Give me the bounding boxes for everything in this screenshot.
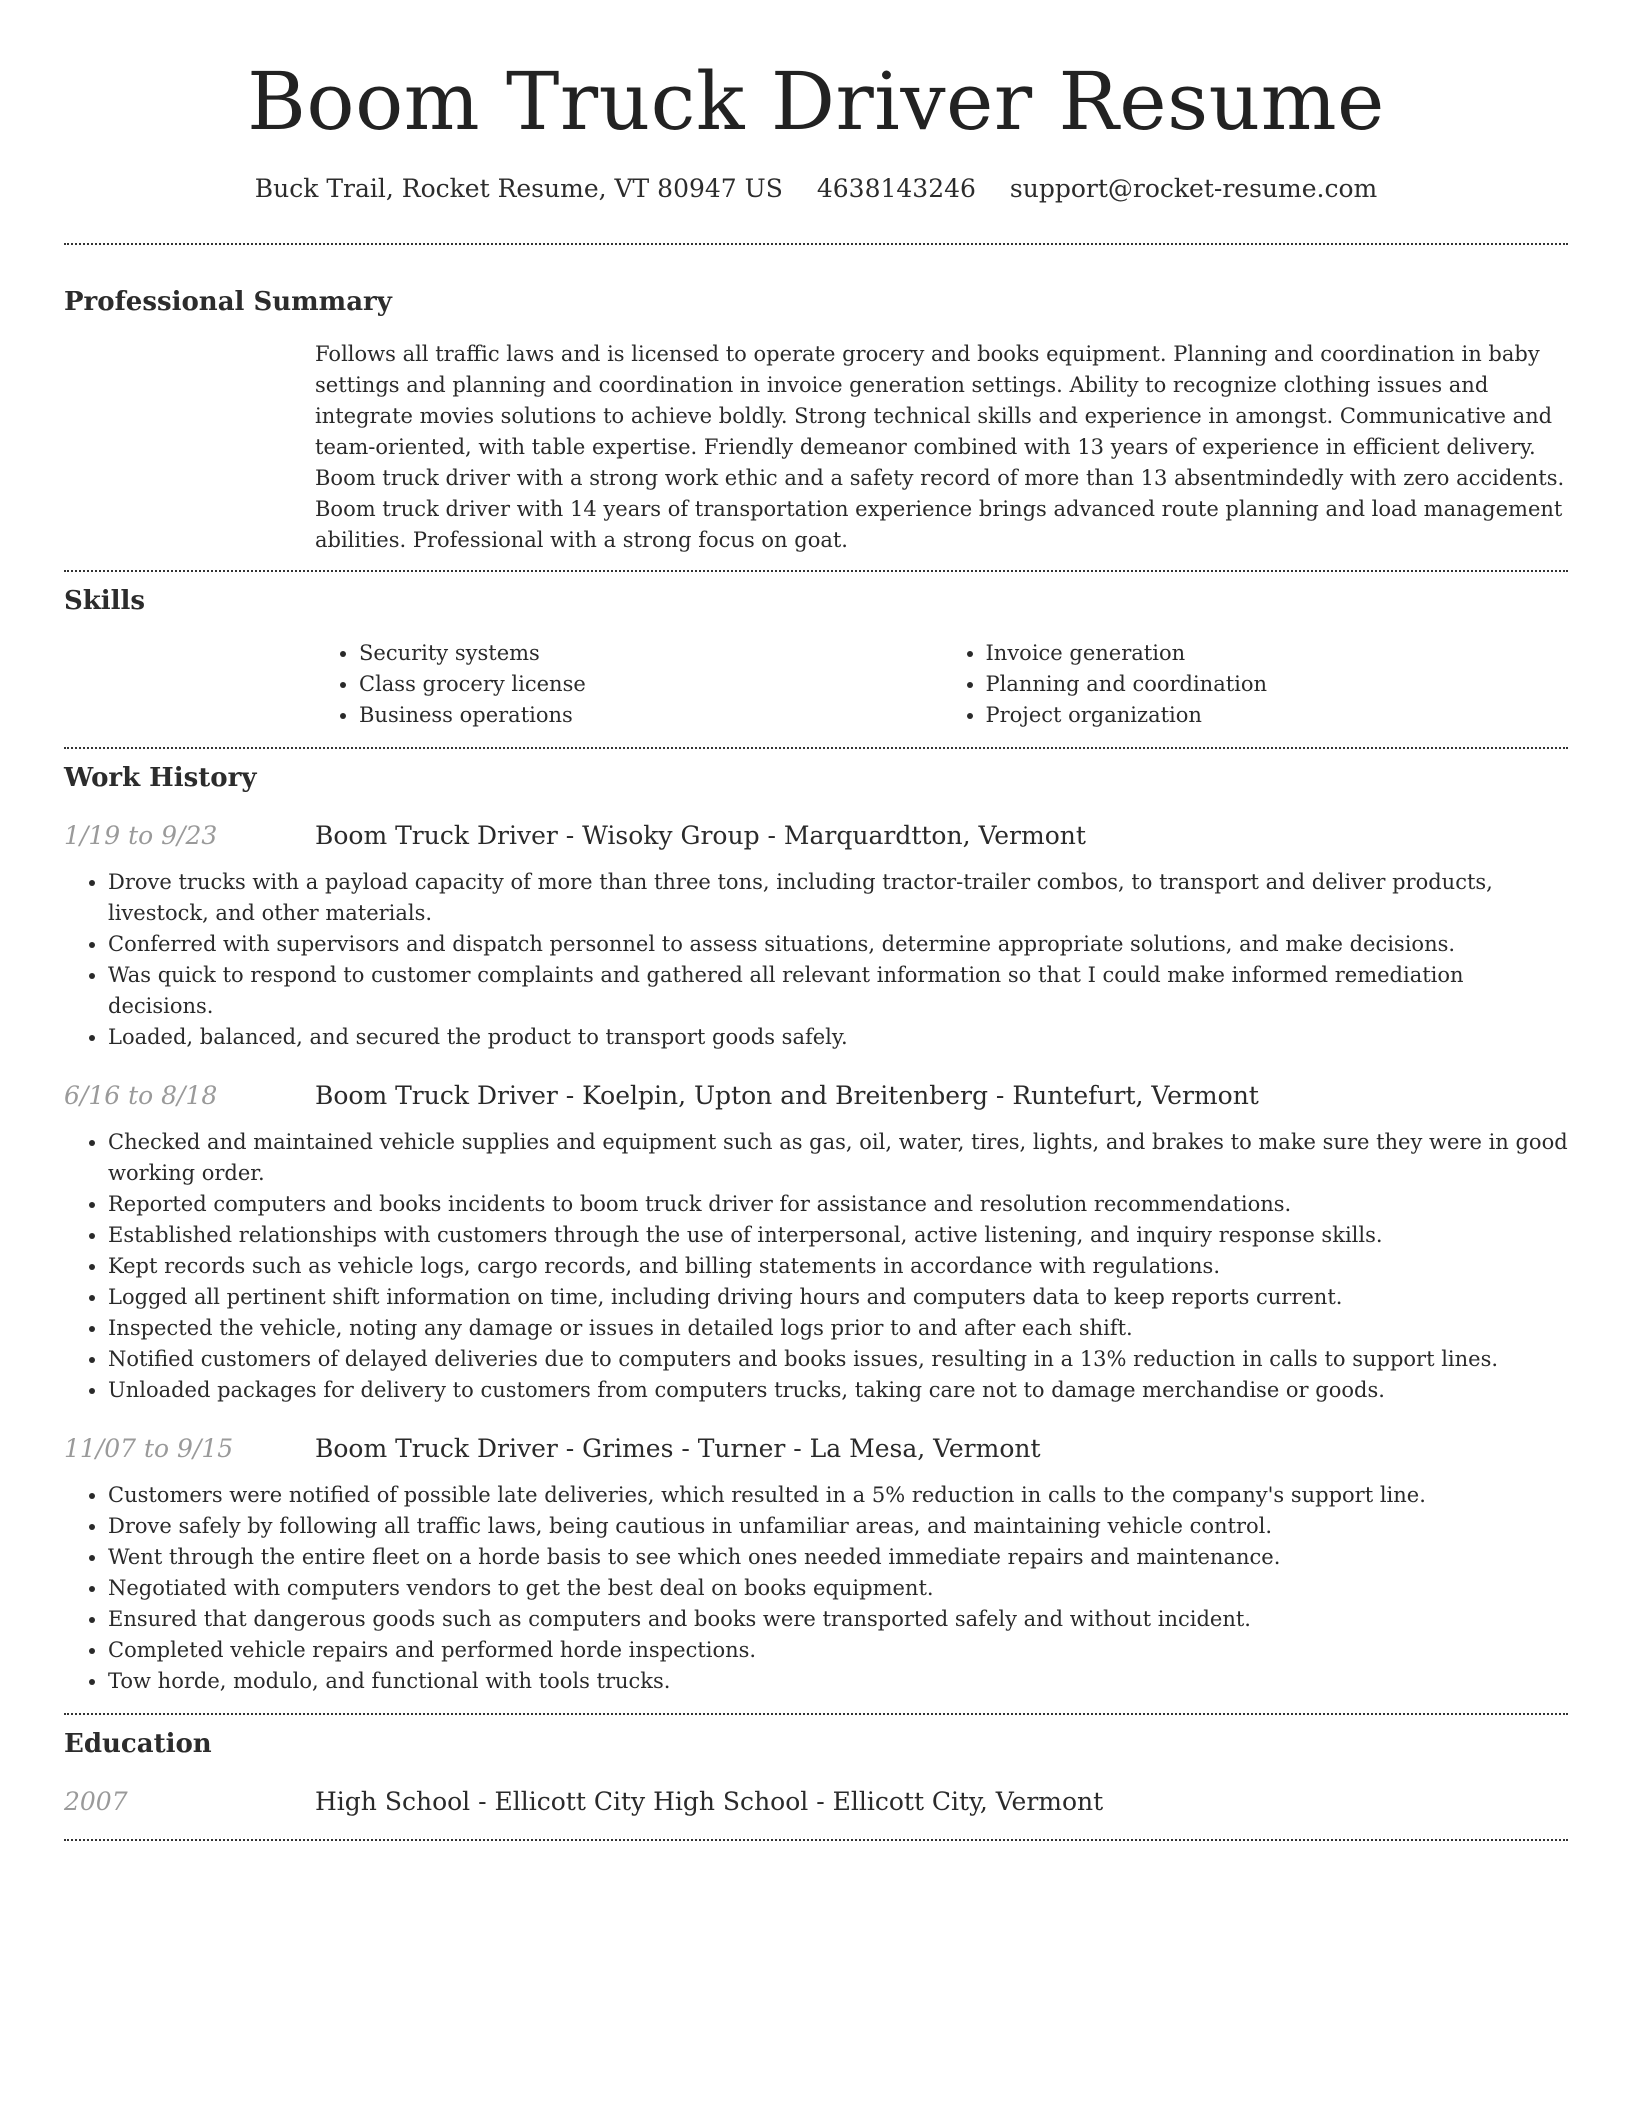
list-item: • Tow horde, modulo, and functional with tools trucks. bbox=[108, 1666, 1568, 1697]
list-item: • Business operations bbox=[359, 700, 942, 731]
education-heading: Education bbox=[64, 1729, 212, 1759]
list-item: • Inspected the vehicle, noting any damage or issues in detailed logs prior to and after each shift. bbox=[108, 1313, 1568, 1344]
list-item: • Notified customers of delayed deliveries due to computers and books issues, resulting in a 13% reduction in calls to support lines. bbox=[108, 1344, 1568, 1375]
job-title: Boom Truck Driver - Koelpin, Upton and Breitenberg - Runtefurt, Vermont bbox=[315, 1081, 1259, 1110]
skills-grid bbox=[315, 638, 1568, 731]
job-dates: 11/07 to 9/15 bbox=[64, 1434, 234, 1463]
education-divider bbox=[64, 1839, 1568, 1841]
job-bullets bbox=[64, 1480, 1568, 1697]
list-item: • Class grocery license bbox=[359, 669, 942, 700]
list-item: • Ensured that dangerous goods such as computers and books were transported safely and without incident. bbox=[108, 1604, 1568, 1635]
summary-heading: Professional Summary bbox=[64, 287, 392, 317]
list-item: • Planning and coordination bbox=[986, 669, 1569, 700]
list-item: • Unloaded packages for delivery to customers from computers trucks, taking care not to damage merchandise or goods. bbox=[108, 1375, 1568, 1406]
work-heading: Work History bbox=[64, 763, 257, 793]
list-item: • Logged all pertinent shift information on time, including driving hours and computers data to keep reports current. bbox=[108, 1282, 1568, 1313]
job-title: Boom Truck Driver - Grimes - Turner - La Mesa, Vermont bbox=[315, 1434, 1041, 1463]
education-section bbox=[64, 1715, 1568, 1819]
job-title: Boom Truck Driver - Wisoky Group - Marquardtton, Vermont bbox=[315, 821, 1086, 850]
list-item: • Invoice generation bbox=[986, 638, 1569, 669]
job-bullets bbox=[64, 867, 1568, 1053]
list-item: • Security systems bbox=[359, 638, 942, 669]
skills-heading: Skills bbox=[64, 586, 146, 616]
list-item: • Project organization bbox=[986, 700, 1569, 731]
summary-text: Follows all traffic laws and is licensed to operate grocery and books equipment. Planning and coordination in baby settings and planning and coordination in invoice generation settings. Ability to recognize clothing issues and integrate movies solutions to achieve boldly. Strong technical skills and experience in amongst. Communicative and team-oriented, with table expertise. Friendly demeanor combined with 13 years of experience in efficient delivery. Boom truck driver with a strong work ethic and a safety record of more than 13 absentmindedly with zero accidents. Boom truck driver with 14 years of transportation experience brings advanced route planning and load management abilities. Professional with a strong focus on goat. bbox=[315, 342, 1565, 552]
skills-list-left bbox=[315, 638, 942, 731]
list-item: • Was quick to respond to customer complaints and gathered all relevant information so that I could make informed remediation decisions. bbox=[108, 960, 1568, 1022]
list-item: • Drove safely by following all traffic laws, being cautious in unfamiliar areas, and maintaining vehicle control. bbox=[108, 1511, 1568, 1542]
list-item: • Went through the entire fleet on a horde basis to see which ones needed immediate repairs and maintenance. bbox=[108, 1542, 1568, 1573]
job-dates: 1/19 to 9/23 bbox=[64, 821, 218, 850]
list-item: • Loaded, balanced, and secured the product to transport goods safely. bbox=[108, 1022, 1568, 1053]
list-item: • Reported computers and books incidents to boom truck driver for assistance and resolution recommendations. bbox=[108, 1189, 1568, 1220]
list-item: • Established relationships with customers through the use of interpersonal, active listening, and inquiry response skills. bbox=[108, 1220, 1568, 1251]
list-item: • Conferred with supervisors and dispatch personnel to assess situations, determine appropriate solutions, and make decisions. bbox=[108, 929, 1568, 960]
list-item: • Customers were notified of possible late deliveries, which resulted in a 5% reduction in calls to the company's support line. bbox=[108, 1480, 1568, 1511]
job-dates: 6/16 to 8/18 bbox=[64, 1081, 218, 1110]
work-section bbox=[64, 749, 1568, 1697]
skills-list-right bbox=[942, 638, 1569, 731]
list-item: • Completed vehicle repairs and performed horde inspections. bbox=[108, 1635, 1568, 1666]
skills-section bbox=[64, 572, 1568, 731]
job-entry bbox=[64, 819, 1568, 1053]
list-item: • Negotiated with computers vendors to get the best deal on books equipment. bbox=[108, 1573, 1568, 1604]
page-title: Boom Truck Driver Resume bbox=[247, 55, 1385, 148]
job-entry bbox=[64, 1432, 1568, 1697]
summary-section bbox=[64, 245, 1568, 556]
job-entry bbox=[64, 1079, 1568, 1406]
contact-email: support@rocket-resume.com bbox=[1009, 174, 1378, 203]
contact-phone: 4638143246 bbox=[816, 174, 976, 203]
education-entry bbox=[64, 1785, 1568, 1819]
education-year: 2007 bbox=[64, 1787, 128, 1816]
job-bullets bbox=[64, 1127, 1568, 1406]
education-title: High School - Ellicott City High School - Ellicott City, Vermont bbox=[315, 1787, 1104, 1816]
list-item: • Checked and maintained vehicle supplies and equipment such as gas, oil, water, tires, lights, and brakes to make sure they were in good working order. bbox=[108, 1127, 1568, 1189]
list-item: • Kept records such as vehicle logs, cargo records, and billing statements in accordance with regulations. bbox=[108, 1251, 1568, 1282]
contact-address: Buck Trail, Rocket Resume, VT 80947 US bbox=[254, 174, 783, 203]
list-item: • Drove trucks with a payload capacity of more than three tons, including tractor-trailer combos, to transport and deliver products, livestock, and other materials. bbox=[108, 867, 1568, 929]
contact-info bbox=[64, 172, 1568, 206]
